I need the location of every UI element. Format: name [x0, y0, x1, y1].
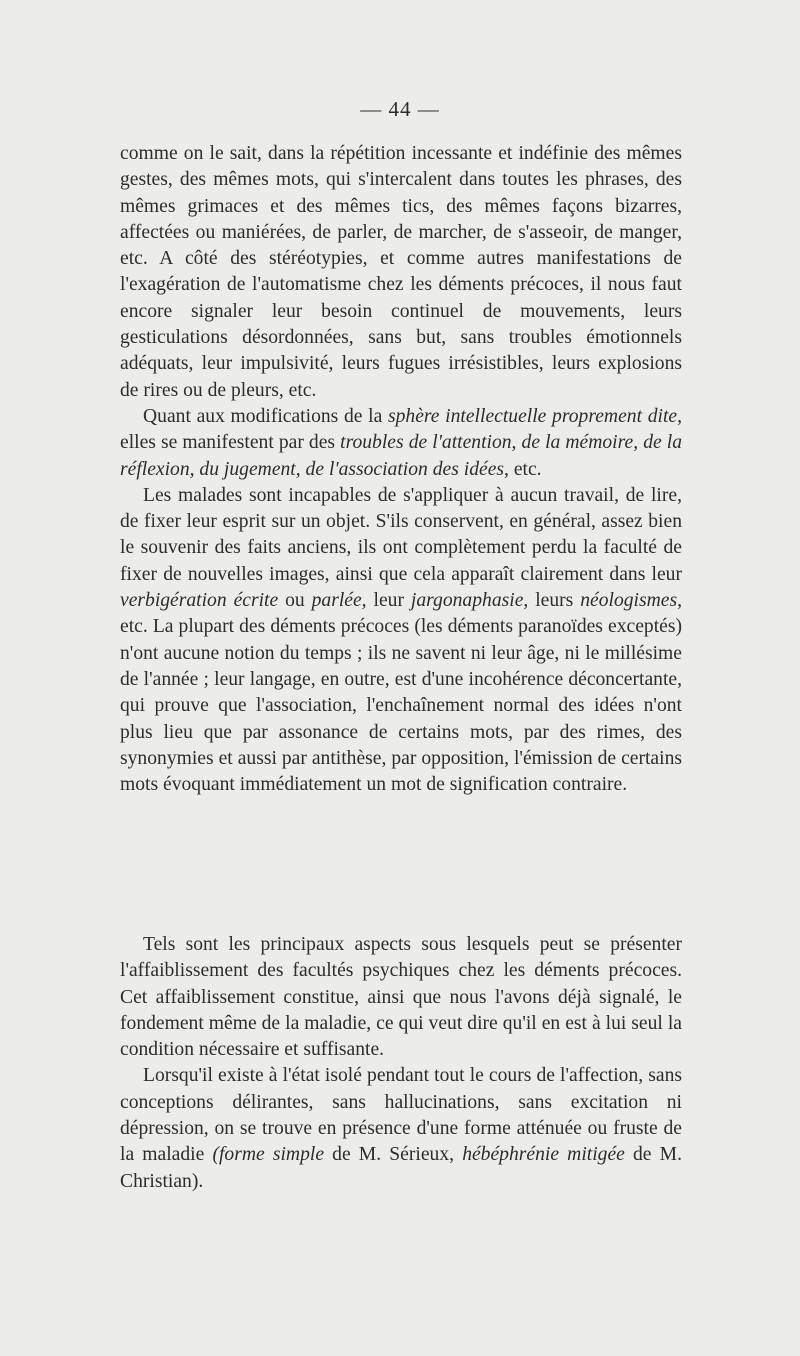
text-run: etc.	[508, 458, 542, 480]
text-run: Tels sont les principaux aspects sous lesquels peut se présenter l'affaiblissement des facultés psychiques chez les déments précoces. Cet affaiblissement constitue, ainsi que nous l'avons déjà signalé, le fondement même de la maladie, ce qui veut dire qu'il en est à lui seul la condition nécessaire et suffisante.	[120, 934, 682, 1061]
text-block-bottom	[120, 932, 682, 1195]
italic-text: troubles de l'attention, de la mémoire, de la réflexion, du jugement, de l'association des idées,	[120, 432, 682, 480]
paragraph	[120, 404, 682, 483]
text-run: de M. Sérieux,	[324, 1144, 463, 1166]
text-run: leur	[366, 590, 411, 612]
italic-text: verbigération écrite	[120, 590, 279, 612]
italic-text: parlée,	[311, 590, 367, 612]
italic-text: sphère intellectuelle proprement dite,	[387, 405, 682, 427]
paragraph	[120, 932, 682, 1063]
italic-text: jargonaphasie,	[410, 590, 529, 612]
text-run: leurs	[528, 590, 581, 612]
italic-text: (forme simple	[212, 1144, 325, 1166]
text-run: de M. Christian).	[120, 1144, 682, 1192]
text-run: comme on le sait, dans la répétition incessante et indéfinie des mêmes gestes, des mêmes mots, qui s'intercalent dans toutes les phrases, des mêmes grimaces et des mêmes tics, des mêmes façons bizarres, affectées ou maniérées, de parler, de marcher, de s'asseoir, de manger, etc. A côté des stéréotypies, et comme autres manifestations de l'exagération de l'automatisme chez les déments précoces, il nous faut encore signaler leur besoin continuel de mouvements, leurs gesticulations désordonnées, sans but, sans troubles émotionnels adéquats, leur impulsivité, leurs fugues irrésistibles, leurs explosions de rires ou de pleurs, etc.	[120, 143, 682, 401]
paragraph	[120, 483, 682, 799]
page-number: — 44 —	[360, 97, 440, 121]
text-run: Les malades sont incapables de s'appliquer à aucun travail, de lire, de fixer leur esprit sur un objet. S'ils conservent, en général, assez bien le souvenir des faits anciens, ils ont complètement perdu la faculté de fixer de nouvelles images, ainsi que cela apparaît clairement dans leur	[120, 484, 682, 585]
text-run: Quant aux modifications de la	[143, 405, 388, 427]
text-run: Lorsqu'il existe à l'état isolé pendant tout le cours de l'affection, sans conceptions délirantes, sans hallucinations, sans excitation ni dépression, on se trouve en présence d'une forme atténuée ou fruste de la maladie	[120, 1065, 682, 1166]
text-run: etc. La plupart des déments précoces (les déments paranoïdes exceptés) n'ont aucune notion du temps ; ils ne savent ni leur âge, ni le millésime de l'année ; leur langage, en outre, est d'une incohérence déconcertante, qui prouve que l'association, l'enchaînement normal des idées n'ont plus lieu que par assonance de certains mots, par des rimes, des synonymies et aussi par antithèse, par opposition, l'émission de certains mots évoquant immédiatement un mot de signification contraire.	[120, 616, 682, 796]
italic-text: hébéphrénie mitigée	[462, 1144, 625, 1166]
text-run: elles se manifestent par des	[120, 432, 341, 454]
italic-text: néologismes,	[580, 590, 683, 612]
paragraph	[120, 1063, 682, 1194]
text-run: ou	[278, 590, 312, 612]
text-block-top	[120, 141, 682, 798]
paragraph	[120, 141, 682, 404]
